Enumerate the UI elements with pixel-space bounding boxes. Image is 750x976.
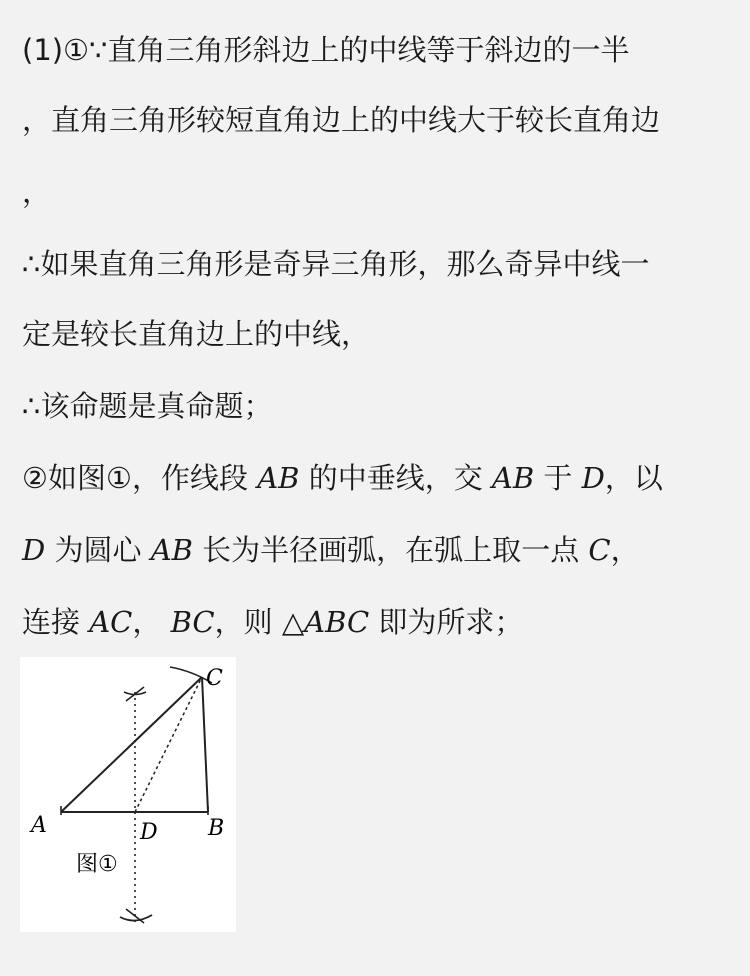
segment-bc — [202, 677, 208, 812]
text-segment: 长为半径画弧，在弧上取一点 — [192, 533, 589, 567]
text-line — [22, 530, 740, 570]
text-segment: ②如图①，作线段 — [22, 461, 258, 495]
math-symbol: D — [22, 533, 46, 567]
math-symbol: AB — [150, 533, 193, 567]
text-segment: (1)①∵直角三角形斜边上的中线等于斜边的一半 — [22, 33, 630, 67]
label-a: A — [31, 813, 47, 838]
text-line — [22, 314, 740, 354]
text-line — [22, 172, 740, 212]
text-segment: 的中垂线，交 — [299, 461, 492, 495]
math-symbol: AC — [89, 605, 133, 639]
text-segment: ，则 △ — [214, 605, 305, 639]
text-line — [22, 244, 740, 284]
math-symbol: D — [581, 461, 605, 495]
math-symbol: AB — [491, 461, 535, 495]
text-line — [22, 386, 740, 426]
label-d: D — [140, 820, 158, 845]
math-symbol: BC — [170, 605, 215, 639]
text-segment: ，直角三角形较短直角边上的中线大于较长直角边 — [22, 103, 661, 137]
text-line — [22, 100, 740, 140]
figure-svg — [20, 657, 236, 932]
math-symbol: AB — [257, 461, 300, 495]
text-segment: ∴该命题是真命题； — [22, 389, 273, 423]
text-segment: 定是较长直角边上的中线， — [22, 317, 371, 351]
math-symbol: C — [588, 533, 611, 567]
segment-dc — [135, 677, 202, 812]
math-symbol: ABC — [304, 605, 370, 639]
figure-caption: 图① — [76, 852, 118, 877]
text-segment: ， — [610, 533, 640, 567]
construction-figure — [20, 657, 236, 932]
text-segment: 于 — [534, 461, 582, 495]
text-segment: ， — [132, 605, 171, 639]
text-segment: ， — [22, 175, 52, 209]
text-segment: ∴如果直角三角形是奇异三角形，那么奇异中线一 — [22, 247, 650, 281]
text-line — [22, 602, 740, 642]
label-b: B — [208, 816, 225, 841]
label-c: C — [206, 666, 223, 691]
text-line — [22, 458, 740, 498]
text-line — [22, 30, 740, 70]
text-segment: 为圆心 — [45, 533, 151, 567]
text-segment: 即为所求； — [369, 605, 524, 639]
text-segment: 连接 — [22, 605, 90, 639]
text-segment: ，以 — [604, 461, 663, 495]
